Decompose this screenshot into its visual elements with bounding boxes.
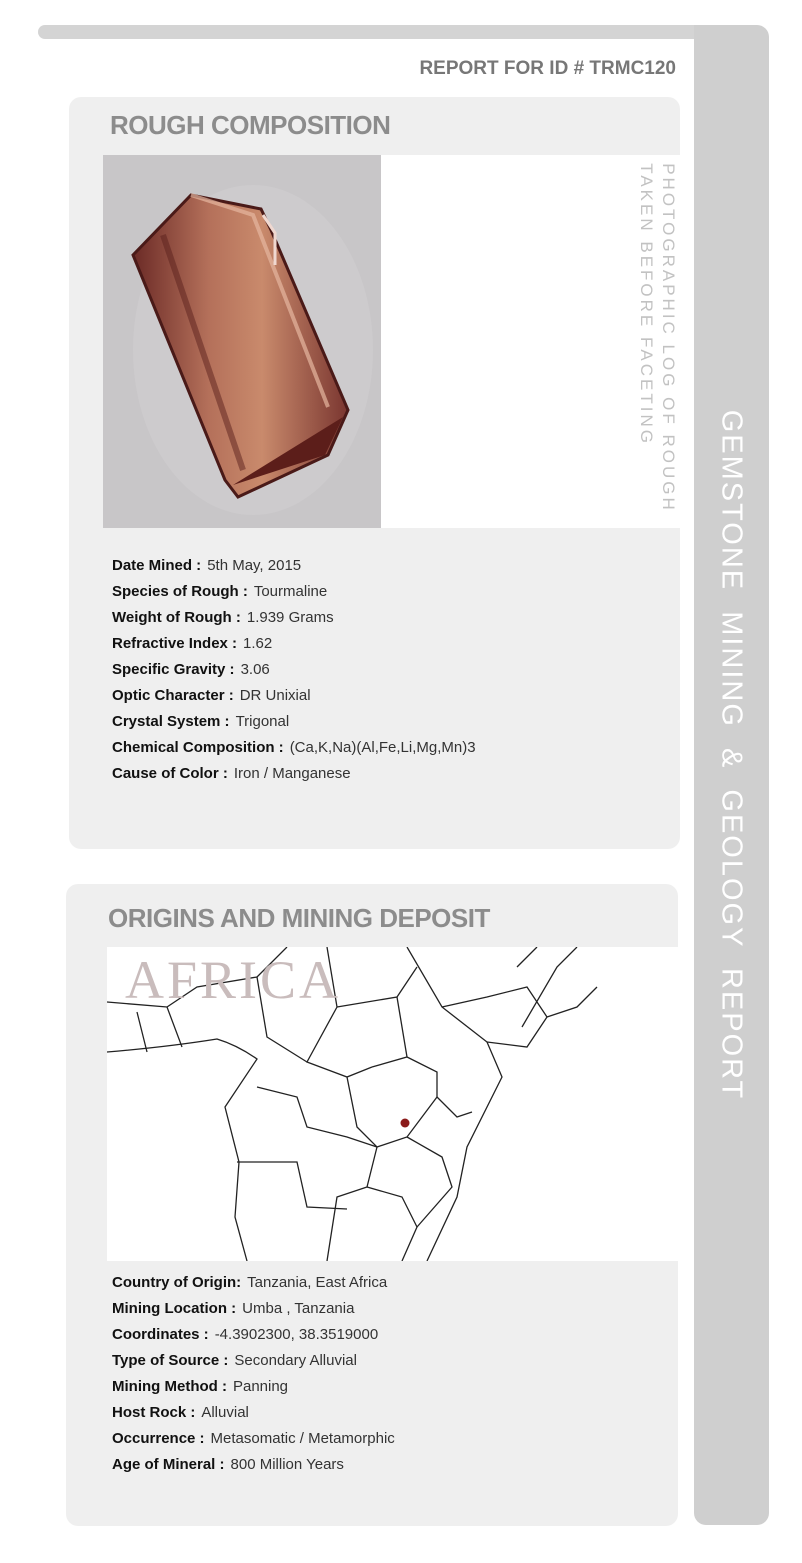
field-specific-gravity: Specific Gravity : 3.06	[112, 661, 270, 678]
field-host-rock: Host Rock : Alluvial	[112, 1404, 249, 1421]
field-type-of-source: Type of Source : Secondary Alluvial	[112, 1352, 357, 1369]
field-chemical-composition: Chemical Composition : (Ca,K,Na)(Al,Fe,Li,Mg,Mn)3	[112, 739, 476, 756]
map-label: AFRICA	[125, 950, 342, 1010]
gem-image	[103, 155, 381, 528]
photo-caption-line2: TAKEN BEFORE FACETING	[637, 163, 656, 446]
field-optic-character: Optic Character : DR Unixial	[112, 687, 311, 704]
field-country: Country of Origin: Tanzania, East Africa	[112, 1274, 388, 1291]
field-cause-of-color: Cause of Color : Iron / Manganese	[112, 765, 351, 782]
field-mining-method: Mining Method : Panning	[112, 1378, 289, 1395]
field-date-mined: Date Mined : 5th May, 2015	[112, 557, 302, 574]
map-area	[107, 947, 678, 1261]
origins-title: ORIGINS AND MINING DEPOSIT	[108, 903, 490, 933]
rough-composition-title: ROUGH COMPOSITION	[110, 110, 391, 140]
field-crystal-system: Crystal System : Trigonal	[112, 713, 290, 730]
field-species: Species of Rough : Tourmaline	[112, 583, 328, 600]
field-mining-location: Mining Location : Umba , Tanzania	[112, 1300, 355, 1317]
field-weight: Weight of Rough : 1.939 Grams	[112, 609, 334, 626]
photo-caption	[635, 163, 679, 513]
field-age-of-mineral: Age of Mineral : 800 Million Years	[112, 1456, 344, 1473]
photo-caption-line1: PHOTOGRAPHIC LOG OF ROUGH	[659, 163, 678, 513]
photo-area	[103, 155, 680, 528]
field-occurrence: Occurrence : Metasomatic / Metamorphic	[112, 1430, 395, 1447]
rough-details	[112, 553, 476, 787]
mine-location-marker	[401, 1119, 410, 1128]
field-refractive-index: Refractive Index : 1.62	[112, 635, 273, 652]
rough-photo	[103, 155, 381, 528]
report-id: REPORT FOR ID # TRMC120	[419, 58, 676, 79]
origin-details	[112, 1270, 395, 1478]
field-coordinates: Coordinates : -4.3902300, 38.3519000	[112, 1326, 379, 1343]
top-bar	[38, 25, 698, 39]
side-title: GEMSTONE MINING & GEOLOGY REPORT	[715, 409, 748, 1101]
